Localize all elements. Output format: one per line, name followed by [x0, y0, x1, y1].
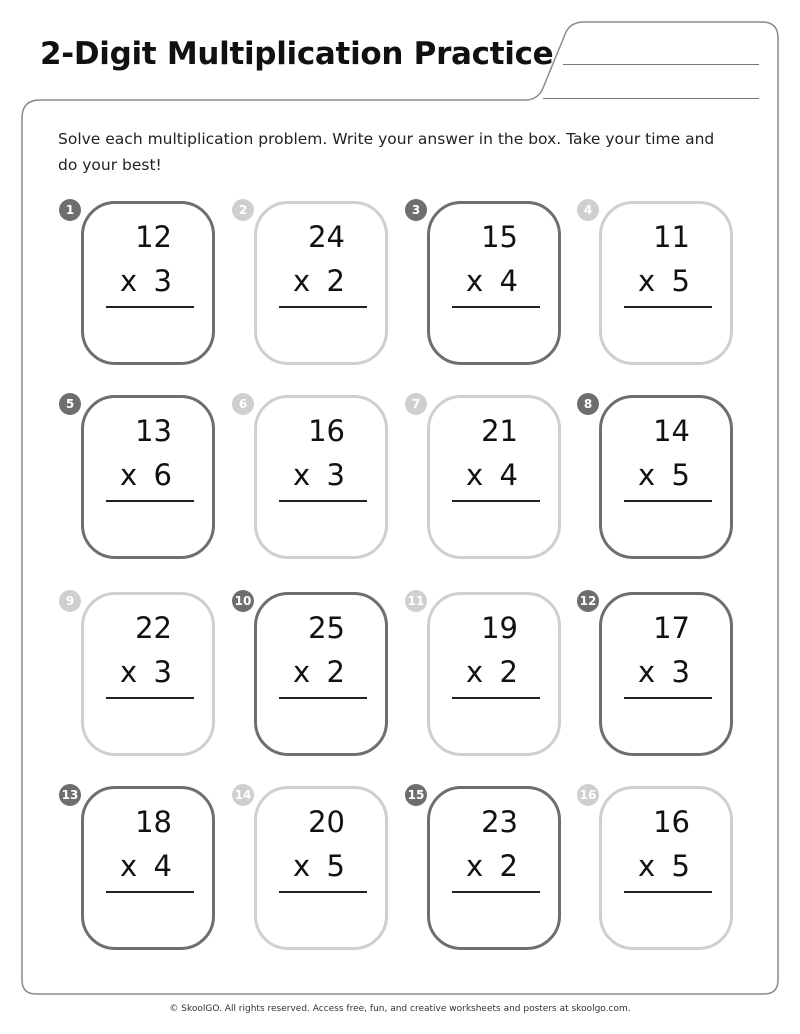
multiply-sign: x [466, 849, 484, 883]
multiplicand: 22 [135, 611, 172, 645]
page-title: 2-Digit Multiplication Practice [40, 36, 554, 72]
multiplicand: 12 [135, 220, 172, 254]
multiply-sign: x [120, 264, 138, 298]
answer-line [452, 891, 540, 893]
multiplicand: 11 [653, 220, 690, 254]
multiplier: 2 [326, 655, 345, 689]
problem-number-badge: 2 [232, 199, 254, 221]
multiplicand: 16 [308, 414, 345, 448]
problem-card[interactable] [81, 592, 215, 756]
multiplicand: 19 [481, 611, 518, 645]
multiplicand: 17 [653, 611, 690, 645]
multiplicand: 21 [481, 414, 518, 448]
multiplier: 5 [671, 849, 690, 883]
multiplier: 3 [671, 655, 690, 689]
multiply-sign: x [638, 849, 656, 883]
multiplier: 5 [326, 849, 345, 883]
problem-card[interactable] [599, 201, 733, 365]
multiplier: 5 [671, 264, 690, 298]
multiplier: 6 [153, 458, 172, 492]
problem-card[interactable] [81, 786, 215, 950]
multiplier: 2 [499, 849, 518, 883]
problem-number-badge: 5 [59, 393, 81, 415]
multiplier: 3 [153, 264, 172, 298]
answer-line [106, 891, 194, 893]
multiplicand: 20 [308, 805, 345, 839]
problem-number-badge: 16 [577, 784, 599, 806]
multiply-sign: x [638, 264, 656, 298]
answer-line [106, 697, 194, 699]
problem-number-badge: 1 [59, 199, 81, 221]
problem-number-badge: 15 [405, 784, 427, 806]
answer-line [624, 306, 712, 308]
problem-card[interactable] [254, 201, 388, 365]
answer-line [279, 500, 367, 502]
footer-copyright: © SkoolGO. All rights reserved. Access free, fun, and creative worksheets and posters at skoolgo.com. [169, 1004, 631, 1014]
multiply-sign: x [466, 655, 484, 689]
answer-line [624, 891, 712, 893]
problem-number-badge: 14 [232, 784, 254, 806]
answer-line [106, 500, 194, 502]
multiply-sign: x [466, 264, 484, 298]
multiply-sign: x [120, 849, 138, 883]
multiplicand: 13 [135, 414, 172, 448]
multiplicand: 14 [653, 414, 690, 448]
answer-line [624, 500, 712, 502]
multiply-sign: x [120, 458, 138, 492]
multiplicand: 23 [481, 805, 518, 839]
problem-card[interactable] [599, 786, 733, 950]
problem-card[interactable] [254, 786, 388, 950]
problem-card[interactable] [427, 201, 561, 365]
multiplier: 3 [326, 458, 345, 492]
multiplicand: 25 [308, 611, 345, 645]
problem-card[interactable] [254, 395, 388, 559]
multiply-sign: x [120, 655, 138, 689]
multiply-sign: x [293, 655, 311, 689]
problem-card[interactable] [427, 786, 561, 950]
answer-line [452, 697, 540, 699]
problem-number-badge: 13 [59, 784, 81, 806]
multiply-sign: x [293, 849, 311, 883]
problem-number-badge: 7 [405, 393, 427, 415]
instructions: Solve each multiplication problem. Write your answer in the box. Take your time and do your best! [58, 130, 715, 174]
problem-number-badge: 8 [577, 393, 599, 415]
multiply-sign: x [293, 264, 311, 298]
multiply-sign: x [466, 458, 484, 492]
answer-line [279, 306, 367, 308]
problem-number-badge: 9 [59, 590, 81, 612]
problem-number-badge: 4 [577, 199, 599, 221]
problem-card[interactable] [254, 592, 388, 756]
answer-line [279, 697, 367, 699]
problem-card[interactable] [427, 592, 561, 756]
multiplicand: 16 [653, 805, 690, 839]
problem-card[interactable] [599, 592, 733, 756]
multiplier: 5 [671, 458, 690, 492]
problem-card[interactable] [599, 395, 733, 559]
problem-number-badge: 12 [577, 590, 599, 612]
problem-number-badge: 10 [232, 590, 254, 612]
problem-number-badge: 6 [232, 393, 254, 415]
multiplicand: 24 [308, 220, 345, 254]
multiplier: 3 [153, 655, 172, 689]
problem-card[interactable] [81, 201, 215, 365]
multiplicand: 18 [135, 805, 172, 839]
problem-card[interactable] [427, 395, 561, 559]
multiplier: 2 [499, 655, 518, 689]
multiplier: 2 [326, 264, 345, 298]
problem-number-badge: 11 [405, 590, 427, 612]
answer-line [452, 306, 540, 308]
multiply-sign: x [638, 458, 656, 492]
problem-number-badge: 3 [405, 199, 427, 221]
answer-line [452, 500, 540, 502]
multiply-sign: x [638, 655, 656, 689]
answer-line [624, 697, 712, 699]
multiply-sign: x [293, 458, 311, 492]
multiplicand: 15 [481, 220, 518, 254]
answer-line [279, 891, 367, 893]
date-line[interactable] [543, 98, 759, 99]
multiplier: 4 [153, 849, 172, 883]
name-line[interactable] [563, 64, 759, 65]
answer-line [106, 306, 194, 308]
problem-card[interactable] [81, 395, 215, 559]
multiplier: 4 [499, 264, 518, 298]
multiplier: 4 [499, 458, 518, 492]
